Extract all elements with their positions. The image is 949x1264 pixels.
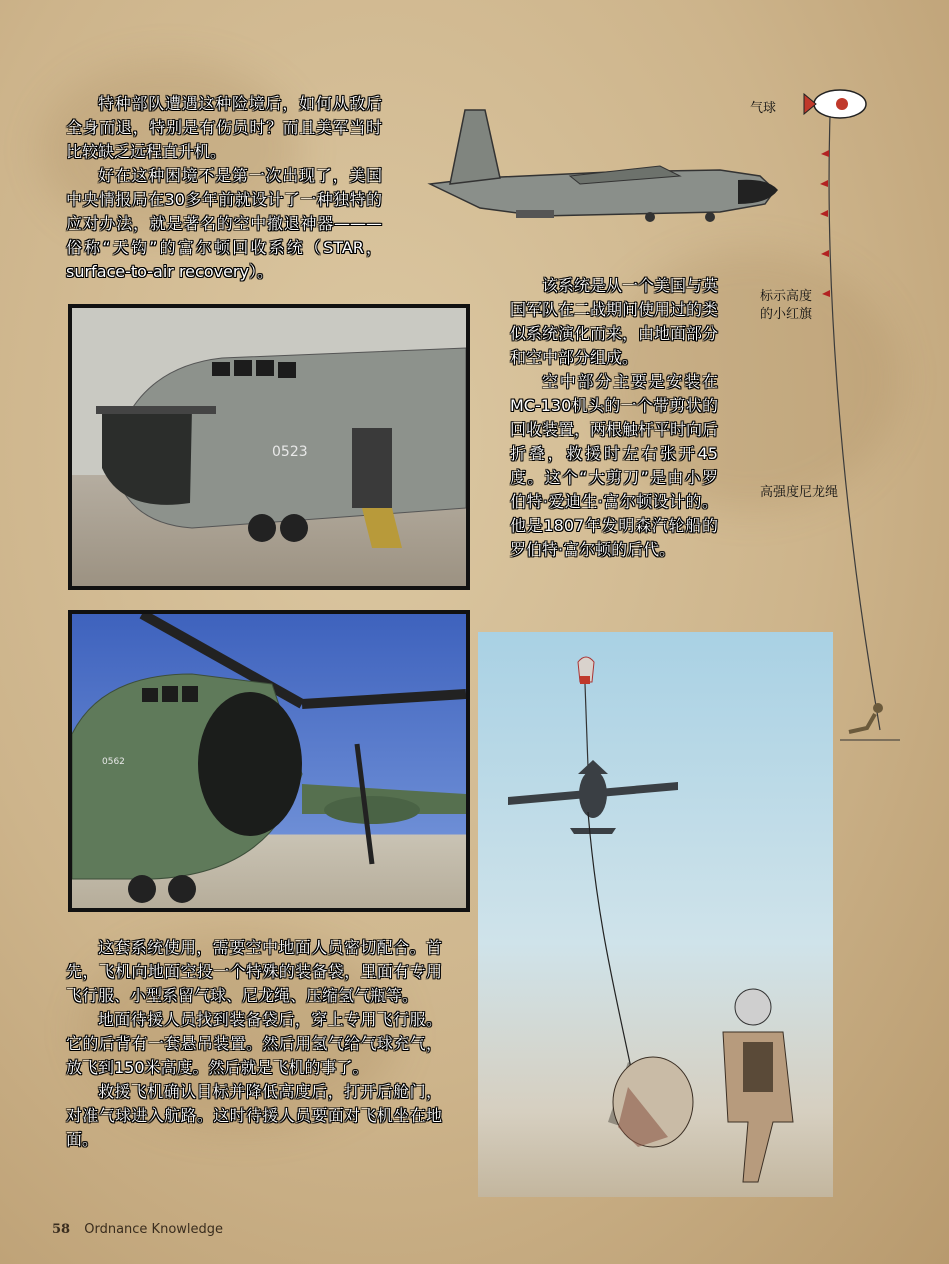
aircraft-serial-2: 0562 [102,757,125,767]
middle-text-block [510,274,718,562]
intro-paragraph: 特种部队遭遇这种险境后，如何从敌后全身而退，特别是有伤员时？而且美军当时比较缺乏远程直升机。 [66,94,382,161]
recovery-illustration [478,632,833,1197]
seated-soldier-icon [840,703,900,740]
recovery-scene-drawing [478,632,833,1197]
gray-aircraft-drawing [72,308,466,586]
green-aircraft-drawing [72,614,466,908]
page-footer [52,1222,223,1237]
seated-soldier-icon [608,1057,693,1147]
middle-paragraph: 空中部分主要是安装在MC-130机头的一个带剪状的回收装置，两根触杆平时向后折叠，救援时左右张开45度。这个“大剪刀”是由小罗伯特·爱迪生·富尔顿设计的。他是1807年发明森汽轮船的罗伯特·富尔顿的后代。 [510,372,719,559]
bottom-text-block [66,936,442,1152]
page-number: 58 [52,1222,71,1237]
aircraft-side-illustration [430,110,778,222]
balloon-icon [804,90,866,118]
middle-paragraph: 该系统是从一个美国与英国军队在二战期间使用过的类似系统演化而来，由地面部分和空中部分组成。 [510,276,719,367]
nylon-rope-line [829,116,880,730]
label-flags: 标示高度 的小红旗 [760,289,813,322]
bottom-paragraph: 救援飞机确认目标并降低高度后，打开后舱门，对准气球进入航路。这时待援人员要面对飞机坐在地面。 [66,1082,442,1149]
photo-gray-aircraft [68,304,470,590]
bottom-paragraph: 这套系统使用，需要空中地面人员密切配合。首先，飞机向地面空投一个特殊的装备袋，里面有专用飞行服、小型系留气球、尼龙绳、压缩氢气瓶等。 [66,938,442,1005]
balloon-icon [578,657,594,684]
photo-green-aircraft [68,610,470,912]
bottom-paragraph: 地面待援人员找到装备袋后，穿上专用飞行服。它的后背有一套悬吊装置。然后用氢气给气球充气，放飞到150米高度。然后就是飞机的事了。 [66,1010,442,1077]
intro-text-block [66,92,382,284]
intro-paragraph: 好在这种困境不是第一次出现了，美国中央情报局在30多年前就设计了一种独特的应对办法，就是著名的空中撤退神器———俗称“天钩”的富尔顿回收系统（STAR，surface-to-air recovery）。 [66,166,382,281]
label-balloon: 气球 [750,101,777,116]
aircraft-front-silhouette [508,760,678,834]
label-rope: 高强度尼龙绳 [760,485,839,500]
standing-soldier-icon [723,989,793,1182]
publication-name: Ordnance Knowledge [84,1222,224,1237]
aircraft-serial-1: 0523 [272,444,308,460]
